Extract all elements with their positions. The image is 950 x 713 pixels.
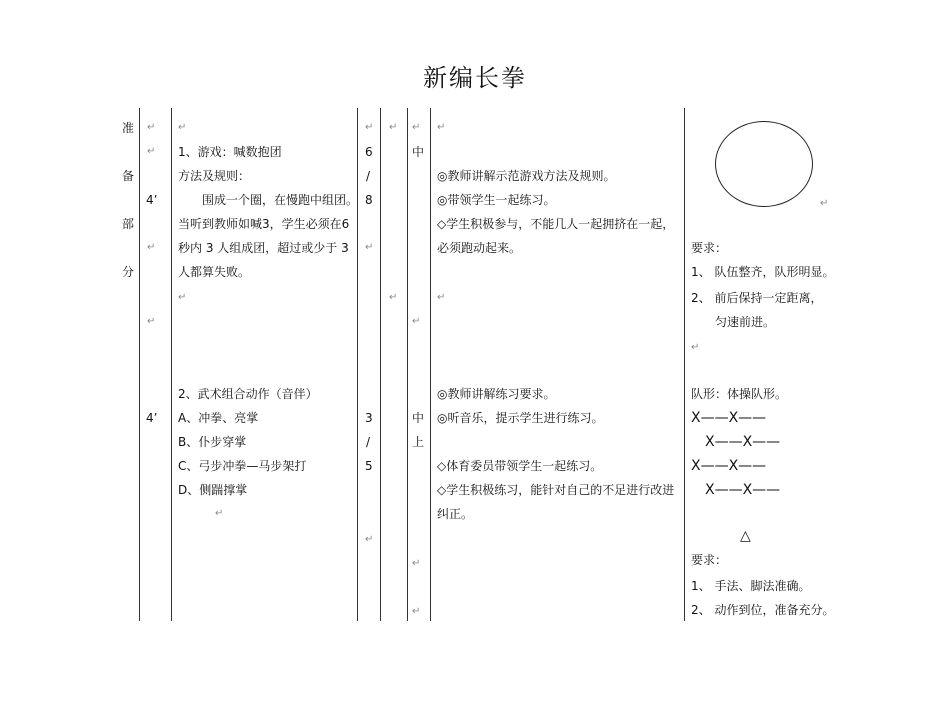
count-value: / [366,435,371,449]
count-value: 3 [365,411,373,425]
time-value: 4’ [146,411,158,425]
table-border [380,108,381,621]
table-border [357,108,358,621]
formation-row: X——X—— [691,458,767,474]
content-line: 围成一个圈，在慢跑中组团。 [178,193,359,207]
content-line: 秒内 3 人组成团，超过或少于 3 [178,241,349,255]
table-border [139,108,140,621]
paragraph-mark: ↵ [147,316,156,327]
count-value: 6 [365,145,373,159]
org-line: 1、 手法、脚法准确。 [691,579,811,593]
paragraph-mark: ↵ [147,122,156,133]
org-line: 要求： [691,241,728,255]
org-line: 2、 动作到位，准备充分。 [691,603,835,617]
content-line: 当听到教师如喊3，学生必须在6 [178,217,350,231]
circle-formation-diagram [715,121,813,207]
method-line: ◇体育委员带领学生一起练习。 [437,459,603,473]
method-line: 必须跑动起来。 [437,241,522,255]
paragraph-mark: ↵ [820,198,829,209]
paragraph-mark: ↵ [412,606,421,617]
method-line: ◎听音乐，提示学生进行练习。 [437,411,604,425]
content-line: 1、游戏：喊数抱团 [178,145,282,159]
formation-label: 队形：体操队形。 [691,387,788,401]
paragraph-mark: ↵ [412,558,421,569]
formation-row: X——X—— [691,410,767,426]
paragraph-mark: ↵ [691,342,700,353]
method-line: ◇学生积极练习，能针对自己的不足进行改进 [437,483,675,497]
teacher-triangle-icon: △ [740,528,751,544]
table-border [171,108,172,621]
content-line: 2、武术组合动作（音伴） [178,387,318,401]
content-line: B、仆步穿掌 [178,435,247,449]
org-line: 1、 队伍整齐，队形明显。 [691,265,835,279]
paragraph-mark: ↵ [412,122,421,133]
paragraph-mark: ↵ [437,292,446,303]
table-border [407,108,408,621]
paragraph-mark: ↵ [412,316,421,327]
method-line: ◎教师讲解练习要求。 [437,387,556,401]
page-title: 新编长拳 [423,64,527,92]
intensity-value: 中 [412,145,425,159]
org-line: 要求： [691,553,728,567]
paragraph-mark: ↵ [147,146,156,157]
org-line: 匀速前进。 [691,315,776,329]
table-border [430,108,431,621]
content-line: A、冲拳、亮掌 [178,411,259,425]
section-char: 备 [122,169,135,183]
paragraph-mark: ↵ [365,242,374,253]
count-value: 5 [365,459,373,473]
paragraph-mark: ↵ [215,508,224,519]
section-char: 部 [122,217,135,231]
paragraph-mark: ↵ [178,122,187,133]
table-border [684,108,685,621]
formation-row: X——X—— [691,482,781,498]
paragraph-mark: ↵ [147,242,156,253]
content-line: 方法及规则： [178,169,251,183]
org-line: 2、 前后保持一定距离， [691,291,823,305]
paragraph-mark: ↵ [389,122,398,133]
content-line: C、弓步冲拳—马步架打 [178,459,307,473]
intensity-value: 中 [412,411,425,425]
section-char: 准 [122,121,135,135]
paragraph-mark: ↵ [365,122,374,133]
paragraph-mark: ↵ [437,122,446,133]
paragraph-mark: ↵ [389,292,398,303]
paragraph-mark: ↵ [365,534,374,545]
content-line: 人都算失败。 [178,265,251,279]
method-line: ◎教师讲解示范游戏方法及规则。 [437,169,616,183]
paragraph-mark: ↵ [178,292,187,303]
count-value: / [366,169,371,183]
formation-row: X——X—— [691,434,781,450]
content-line: D、侧踹撑掌 [178,483,248,497]
method-line: 纠正。 [437,507,474,521]
intensity-value: 上 [412,435,425,449]
method-line: ◇学生积极参与，不能几人一起拥挤在一起， [437,217,675,231]
method-line: ◎带领学生一起练习。 [437,193,556,207]
time-value: 4’ [146,193,158,207]
section-char: 分 [122,265,135,279]
count-value: 8 [365,193,373,207]
